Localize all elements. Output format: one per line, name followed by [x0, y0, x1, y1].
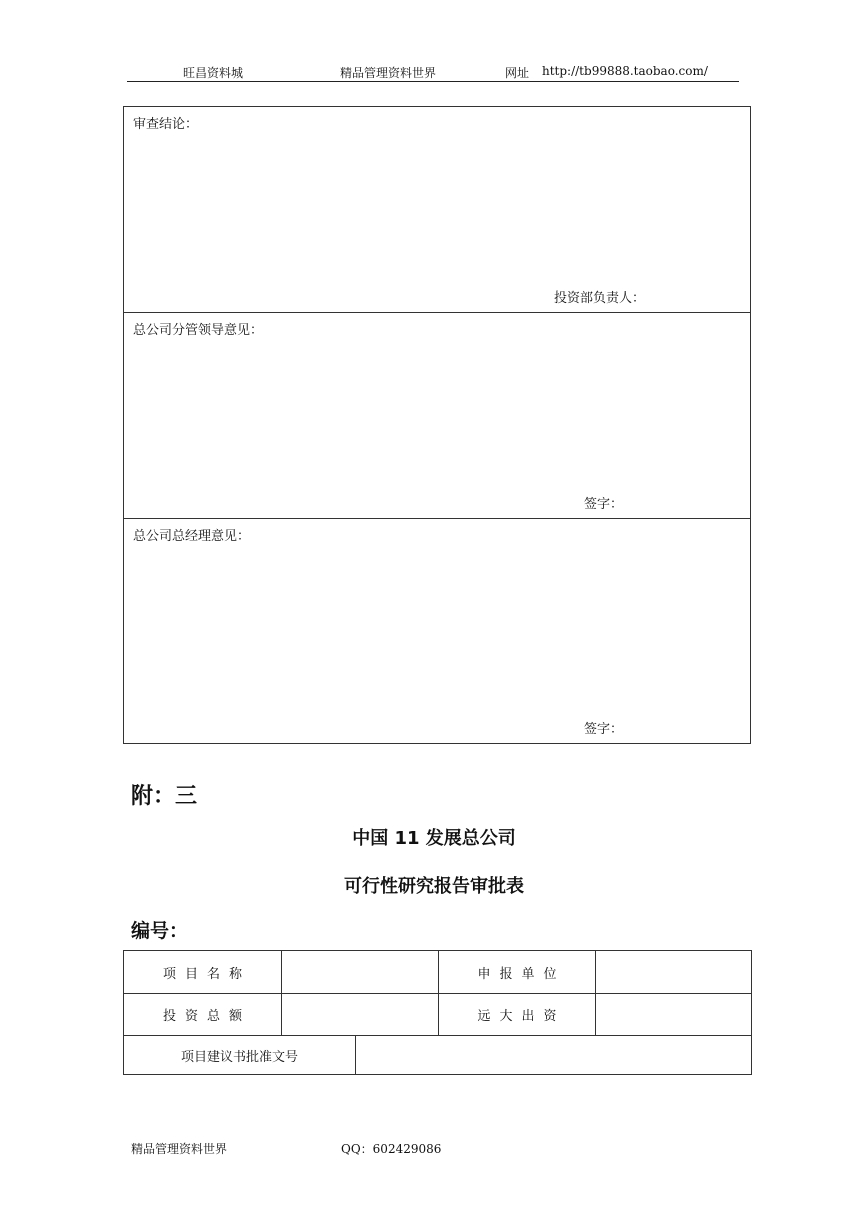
- investment-total-field[interactable]: [281, 994, 438, 1035]
- general-manager-opinion-label: 总公司总经理意见：: [133, 529, 251, 544]
- approval-doc-number-label: 项目建议书批准文号: [180, 1049, 298, 1065]
- header-shop-name: 旺昌资料城: [183, 66, 244, 80]
- form-row-approval-doc: [124, 1035, 751, 1074]
- project-name-field[interactable]: [281, 951, 438, 993]
- general-manager-signature: 签字：: [584, 722, 624, 737]
- form-title: 可行性研究报告审批表: [344, 876, 524, 897]
- review-table: [123, 106, 751, 744]
- approval-doc-number-field[interactable]: [355, 1036, 751, 1074]
- investment-head-signature: 投资部负责人：: [554, 291, 646, 306]
- contribution-field[interactable]: [595, 994, 751, 1035]
- page-header: [127, 63, 739, 82]
- applicant-label: 申报单位: [438, 951, 595, 993]
- approval-form-table: [123, 950, 752, 1075]
- company-title: 中国 11 发展总公司: [352, 828, 516, 849]
- header-url[interactable]: http://tb99888.taobao.com/: [542, 64, 708, 78]
- division-leader-signature: 签字：: [584, 497, 624, 512]
- review-conclusion-label: 审查结论：: [133, 117, 199, 132]
- form-row-project: [124, 951, 751, 993]
- division-leader-opinion-section[interactable]: [124, 312, 750, 518]
- header-url-label: 网址: [505, 66, 530, 80]
- investment-total-label: 投资总额: [162, 1009, 251, 1024]
- header-world-name: 精品管理资料世界: [340, 66, 437, 80]
- project-name-label: 项目名称: [162, 966, 251, 982]
- contribution-label: 远大出资: [438, 994, 595, 1035]
- general-manager-opinion-section[interactable]: [124, 518, 750, 743]
- applicant-field[interactable]: [595, 951, 751, 993]
- appendix-heading: 附：三: [131, 784, 198, 809]
- serial-number-label: 编号：: [131, 920, 189, 942]
- form-row-investment: [124, 993, 751, 1035]
- footer-world-name: 精品管理资料世界: [131, 1142, 228, 1156]
- review-conclusion-section[interactable]: [124, 107, 750, 312]
- division-leader-opinion-label: 总公司分管领导意见：: [133, 323, 264, 338]
- footer-qq: QQ：602429086: [341, 1142, 442, 1156]
